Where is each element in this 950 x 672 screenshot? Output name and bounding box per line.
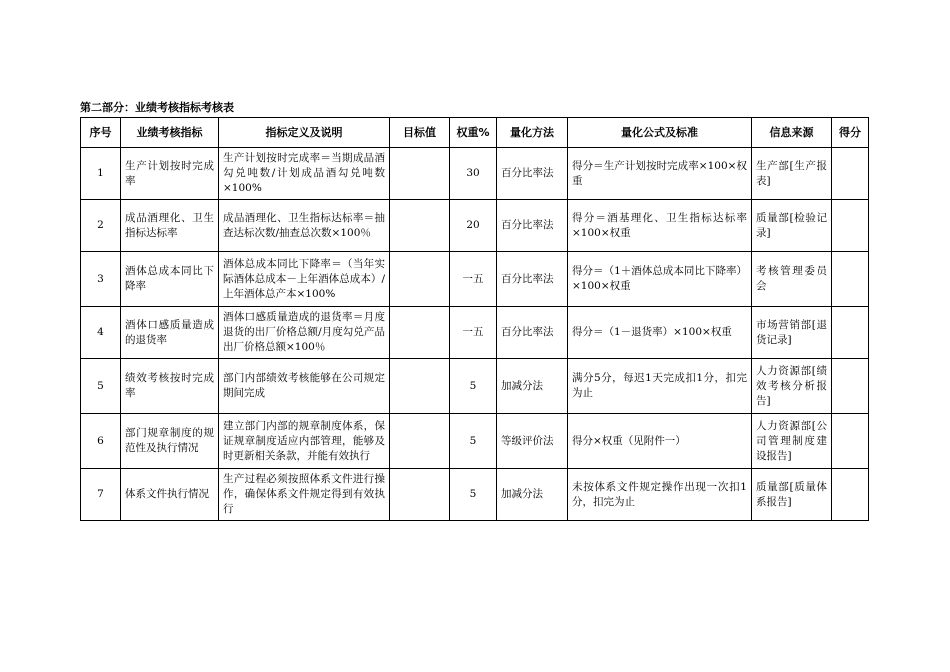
cell-indicator: 部门规章制度的规范性及执行情况	[121, 414, 219, 469]
cell-definition: 生产计划按时完成率＝当期成品酒勾兑吨数/计划成品酒勾兑吨数×100%	[219, 148, 390, 200]
col-header-formula: 量化公式及标准	[568, 118, 752, 148]
cell-indicator: 成品酒理化、卫生指标达标率	[121, 200, 219, 252]
table-row	[81, 307, 869, 359]
cell-formula: 得分×权重（见附件一）	[568, 414, 752, 469]
table-row	[81, 252, 869, 307]
cell-definition: 生产过程必须按照体系文件进行操作，确保体系文件规定得到有效执行	[219, 469, 390, 521]
cell-indicator: 生产计划按时完成率	[121, 148, 219, 200]
table-row	[81, 148, 869, 200]
cell-method: 加减分法	[497, 469, 568, 521]
col-header-no: 序号	[81, 118, 121, 148]
col-header-definition: 指标定义及说明	[219, 118, 390, 148]
cell-no: 1	[81, 148, 121, 200]
cell-weight: 30	[450, 148, 497, 200]
cell-indicator: 酒体口感质量造成的退货率	[121, 307, 219, 359]
cell-score	[832, 307, 869, 359]
cell-definition: 部门内部绩效考核能够在公司规定期间完成	[219, 359, 390, 414]
cell-method: 百分比率法	[497, 252, 568, 307]
cell-no: 4	[81, 307, 121, 359]
table-row	[81, 200, 869, 252]
cell-weight: 20	[450, 200, 497, 252]
cell-weight: 一五	[450, 307, 497, 359]
cell-no: 5	[81, 359, 121, 414]
table-title: 第二部分：业绩考核指标考核表	[80, 101, 234, 114]
cell-target	[390, 148, 450, 200]
cell-no: 2	[81, 200, 121, 252]
cell-weight: 5	[450, 359, 497, 414]
col-header-indicator: 业绩考核指标	[121, 118, 219, 148]
cell-source: 考核管理委员会	[752, 252, 832, 307]
cell-target	[390, 414, 450, 469]
cell-formula: 得分＝生产计划按时完成率×100×权重	[568, 148, 752, 200]
cell-no: 6	[81, 414, 121, 469]
table-row	[81, 359, 869, 414]
cell-source: 生产部[生产报表]	[752, 148, 832, 200]
table-row	[81, 414, 869, 469]
cell-method: 百分比率法	[497, 148, 568, 200]
cell-formula: 得分＝（1－退货率）×100×权重	[568, 307, 752, 359]
col-header-target: 目标值	[390, 118, 450, 148]
cell-method: 百分比率法	[497, 200, 568, 252]
cell-indicator: 绩效考核按时完成率	[121, 359, 219, 414]
cell-score	[832, 200, 869, 252]
table-row	[81, 469, 869, 521]
cell-definition: 酒体口感质量造成的退货率＝月度退货的出厂价格总额/月度勾兑产品出厂价格总额×100％	[219, 307, 390, 359]
cell-score	[832, 148, 869, 200]
cell-source: 人力资源部[公司管理制度建设报告]	[752, 414, 832, 469]
cell-score	[832, 414, 869, 469]
header-row	[81, 118, 869, 148]
col-header-method: 量化方法	[497, 118, 568, 148]
cell-source: 市场营销部[退货记录]	[752, 307, 832, 359]
cell-weight: 5	[450, 469, 497, 521]
cell-source: 质量部[质量体系报告]	[752, 469, 832, 521]
col-header-source: 信息来源	[752, 118, 832, 148]
cell-target	[390, 469, 450, 521]
cell-weight: 一五	[450, 252, 497, 307]
cell-target	[390, 359, 450, 414]
cell-formula: 得分＝（1＋酒体总成本同比下降率）×100×权重	[568, 252, 752, 307]
kpi-table	[80, 117, 869, 521]
cell-source: 质量部[检验记录]	[752, 200, 832, 252]
cell-definition: 成品酒理化、卫生指标达标率＝抽查达标次数/抽查总次数×100％	[219, 200, 390, 252]
cell-indicator: 体系文件执行情况	[121, 469, 219, 521]
cell-weight: 5	[450, 414, 497, 469]
cell-score	[832, 359, 869, 414]
cell-target	[390, 252, 450, 307]
cell-target	[390, 307, 450, 359]
cell-definition: 酒体总成本同比下降率＝（当年实际酒体总成本－上年酒体总成本）/上年酒体总产本×100%	[219, 252, 390, 307]
cell-no: 3	[81, 252, 121, 307]
cell-definition: 建立部门内部的规章制度体系，保证规章制度适应内部管理，能够及时更新相关条款，并能有效执行	[219, 414, 390, 469]
cell-formula: 得分＝酒基理化、卫生指标达标率×100×权重	[568, 200, 752, 252]
cell-formula: 未按体系文件规定操作出现一次扣1分，扣完为止	[568, 469, 752, 521]
cell-method: 加减分法	[497, 359, 568, 414]
cell-target	[390, 200, 450, 252]
cell-score	[832, 469, 869, 521]
cell-indicator: 酒体总成本同比下降率	[121, 252, 219, 307]
col-header-weight: 权重%	[450, 118, 497, 148]
cell-method: 等级评价法	[497, 414, 568, 469]
cell-score	[832, 252, 869, 307]
cell-formula: 满分5分，每迟1天完成扣1分，扣完为止	[568, 359, 752, 414]
cell-no: 7	[81, 469, 121, 521]
cell-source: 人力资源部[绩效考核分析报告]	[752, 359, 832, 414]
col-header-score: 得分	[832, 118, 869, 148]
cell-method: 百分比率法	[497, 307, 568, 359]
